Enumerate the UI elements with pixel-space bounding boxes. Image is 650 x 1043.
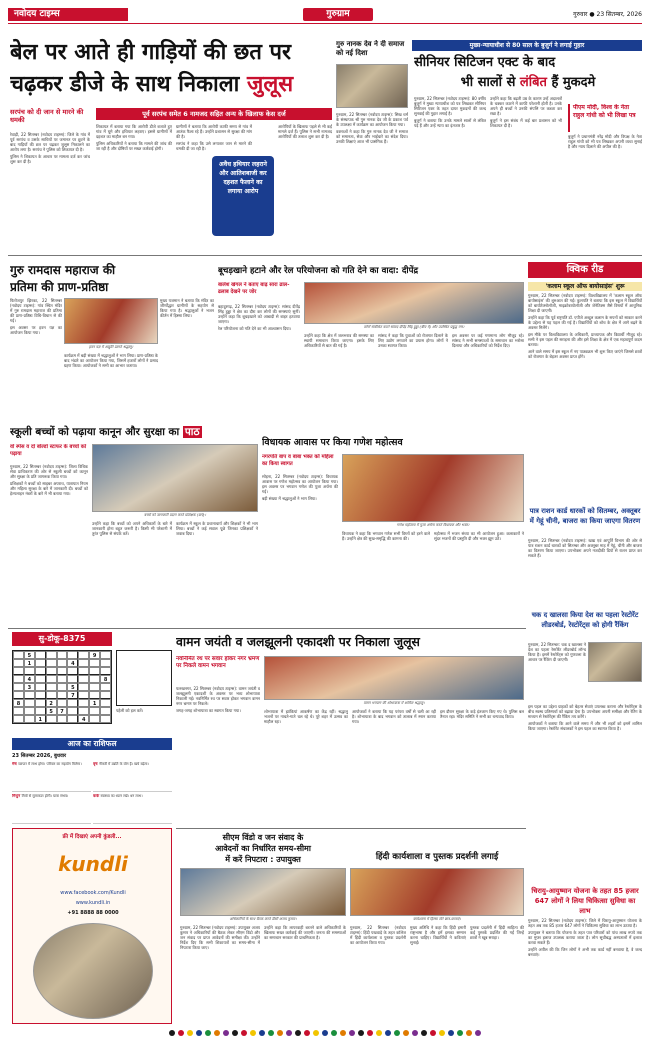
footer-dot <box>205 1030 211 1036</box>
butcher-body-mid: उन्होंने कहा कि क्षेत्र में जलभराव की समस्या का स्थायी समाधान किया जाएगा। इसके लिए अधिकारियों से बात की गई है। <box>304 333 374 348</box>
rashi-entry <box>93 794 172 824</box>
sudoku-cell[interactable] <box>13 683 24 691</box>
sudoku-cell[interactable] <box>13 691 24 699</box>
guru-nanak-body: गुरुग्राम, 22 सितम्बर (नवोदय टाइम्स): सिख धर्म के संस्थापक श्री गुरु नानक देव जी के प्रकाश पर्व के उपलक्ष्य में कार्यक्रम का आयोजन किया गया। वक्ताओं ने कहा कि गुरु नानक देव जी ने समाज को समानता, सेवा और भाईचारे का संदेश दिया। उनकी शिक्षाएं आज भी प्रासंगिक हैं। <box>336 112 408 144</box>
sudoku-cell[interactable] <box>89 683 100 691</box>
sudoku-cell[interactable] <box>67 667 78 675</box>
sudoku-cell[interactable] <box>57 715 68 723</box>
footer-dot <box>403 1030 409 1036</box>
sudoku-cell[interactable] <box>35 675 46 683</box>
sudoku-cell[interactable] <box>57 659 68 667</box>
sudoku-cell[interactable] <box>46 683 57 691</box>
lead-body-col1: रेवाड़ी, 22 सितम्बर (नवोदय टाइम्स): जिले के गांव में पूर्व सरपंच व उसके साथियों पर जमानत पर छूटने के बाद गाड़ियों की छत पर चढ़कर जुलूस निकालने का आरोप लगा है। सरपंच ने पुलिस को शिकायत दी है। पुलिस ने शिकायत के आधार पर मामला दर्ज कर जांच शुरू कर दी है। <box>10 132 90 164</box>
senior-headline-line2 <box>414 74 642 92</box>
sudoku-cell[interactable] <box>89 691 100 699</box>
footer-dot <box>214 1030 220 1036</box>
cm-window-caption: अधिकारियों के साथ बैठक करते डीसी अजय कुमार। <box>229 917 297 921</box>
lead-headline-highlight: जुलूस <box>247 72 294 97</box>
quick-read-item-1-body: गुरुग्राम, 22 सितम्बर (नवोदय टाइम्स): विश्वविद्यालय में 'कलाम स्कूल ऑफ बायोसाइंस' की शुरुआत की गई। कुलपति ने बताया कि इस स्कूल में विद्यार्थियों को बायोटेक्नोलॉजी, माइक्रोबायोलॉजी और जेनेटिक्स जैसे विषयों में आधुनिक शिक्षा दी जाएगी। उन्होंने कहा कि पूर्व राष्ट्रपति डॉ. एपीजे अब्दुल कलाम के सपनों को साकार करने के उद्देश्य से यह पहल की गई है। विद्यार्थियों को शोध के क्षेत्र में आगे बढ़ने के अवसर मिलेंगे। इस मौके पर विश्वविद्यालय के अधिकारी, प्राध्यापक और विद्यार्थी मौजूद रहे। सभी ने इस पहल की सराहना की और इसे शिक्षा के क्षेत्र में एक महत्वपूर्ण कदम बताया। आने वाले समय में इस स्कूल में नए पाठ्यक्रम भी शुरू किए जाएंगे जिससे छात्रों को रोजगार के बेहतर अवसर प्राप्त होंगे। <box>528 293 642 359</box>
footer-dot <box>169 1030 175 1036</box>
vaman-body-right: आयोजकों ने बताया कि यह परंपरा वर्षों से चली आ रही है। शोभायात्रा के बाद भगवान को तालाब में स्नान कराया गया। <box>352 709 436 724</box>
sudoku-cell[interactable] <box>24 715 35 723</box>
quick-read-item-4-body: गुरुग्राम, 22 सितम्बर (नवोदय टाइम्स): जिले में चिरायु-आयुष्मान योजना के तहत अब तक 85 हजार 647 लोगों ने चिकित्सा सुविधा का लाभ उठाया है। उपायुक्त ने बताया कि योजना के तहत पात्र परिवारों को पांच लाख रुपये तक का मुफ्त इलाज उपलब्ध कराया जाता है। लोग सूचीबद्ध अस्पतालों में इलाज करवा सकते हैं। उन्होंने अपील की कि जिन लोगों ने अभी तक कार्ड नहीं बनवाया है, वे जल्द बनवाएं। <box>528 918 642 957</box>
sudoku-cell[interactable]: 1 <box>24 659 35 667</box>
sudoku-cell[interactable] <box>78 659 89 667</box>
footer-dot <box>466 1030 472 1036</box>
hindi-body-left: गुरुग्राम, 22 सितम्बर (नवोदय टाइम्स): हिंदी पखवाड़े के तहत कॉलेज में हिंदी कार्यशाला व पुस्तक प्रदर्शनी का आयोजन किया गया। <box>350 925 406 945</box>
sudoku-cell[interactable] <box>35 707 46 715</box>
sudoku-cell[interactable] <box>35 691 46 699</box>
footer-dot <box>331 1030 337 1036</box>
rashi-entry <box>93 762 172 792</box>
hindi-photo <box>350 868 524 916</box>
rashi-text: व्यापार में लाभ होगा। परिवार का सहयोग मिलेगा। <box>18 762 82 766</box>
quick-read-item-3-photo <box>588 642 642 682</box>
guru-nanak-headline: गुरु नानक देव ने दी समाज को नई दिशा <box>336 40 405 57</box>
hindi-body-right: पुस्तक प्रदर्शनी में हिंदी साहित्य की कई पुस्तकें प्रदर्शित की गईं जिन्हें छात्रों ने खूब सराहा। <box>470 925 524 940</box>
vidhayak-photo <box>342 454 524 522</box>
sudoku-grid[interactable] <box>12 650 112 724</box>
sudoku-cell[interactable] <box>46 667 57 675</box>
vidhayak-body-left: सोहना, 22 सितम्बर (नवोदय टाइम्स): विधायक आवास पर गणेश महोत्सव का आयोजन किया गया। इस अवसर पर भगवान गणेश की पूजा अर्चना की गई। बड़ी संख्या में श्रद्धालुओं ने भाग लिया। <box>262 474 338 501</box>
vaman-body-mid: शोभायात्रा में झांकियां आकर्षण का केंद्र रहीं। श्रद्धालु भजनों पर नाचते-गाते चल रहे थे। पूरे शहर में उत्सव का माहौल रहा। <box>264 709 348 724</box>
quick-read-item-4-headline: चिरायु-आयुष्मान योजना के तहत 85 हजार 647 लोगों ने लिया चिकित्सा सुविधा का लाभ <box>531 887 639 915</box>
vidhayak-caption: गणेश महोत्सव में पूजा अर्चना करते विधायक और भक्त। <box>396 523 470 527</box>
divider <box>176 828 526 829</box>
sudoku-cell[interactable] <box>100 691 111 699</box>
ramdas-body-extra: मुख्य यजमान ने बताया कि मंदिर का जीर्णोद्धार ग्रामीणों के सहयोग से किया गया है। श्रद्धालुओं ने भजन कीर्तन में हिस्सा लिया। <box>160 298 214 318</box>
sudoku-cell[interactable] <box>78 667 89 675</box>
rashifal-grid <box>12 762 172 824</box>
ramdas-photo <box>64 298 158 344</box>
lead-body-col3: ग्रामीणों ने बताया कि आरोपी काफी समय से गांव में आतंक फैला रहे हैं। उन्होंने प्रशासन से सुरक्षा की मांग की है। सरपंच ने कहा कि उसे लगातार जान से मारने की धमकी दी जा रही है। <box>176 124 252 151</box>
rashi-name: वृष <box>93 762 99 766</box>
footer-dot <box>313 1030 319 1036</box>
vidhayak-sidehead: नगरपति बाप व बाबा भक्त को महिला का किया स्वागत <box>262 454 334 467</box>
sudoku-cell[interactable] <box>24 699 35 707</box>
sudoku-cell[interactable] <box>89 667 100 675</box>
school-caption: बच्चों को जानकारी प्रदान करते प्रशिक्षक (बाएं)। <box>144 513 206 517</box>
section-name: गुरुग्राम <box>303 8 373 21</box>
ad-zodiac-art <box>33 923 153 1019</box>
ramdas-body-left: फिरोजपुर झिरका, 22 सितम्बर (नवोदय टाइम्स): गांव स्थित मंदिर में गुरु रामदास महाराज की प्रतिमा की प्राण-प्रतिष्ठा विधि-विधान से की गई। इस अवसर पर हवन यज्ञ का आयोजन किया गया। <box>10 298 62 335</box>
quick-read-item-3-body: गुरुग्राम, 22 सितम्बर: चक द खालसा ने देश का पहला रेस्टोरेंट लीडरबोर्ड लॉन्च किया है। इसमें रेस्टोरेंट्स को गुणवत्ता के आधार पर रैंकिंग दी जाएगी। <box>528 642 586 662</box>
footer-dot <box>448 1030 454 1036</box>
sudoku-cell[interactable] <box>13 675 24 683</box>
sudoku-cell[interactable]: 1 <box>89 699 100 707</box>
lead-kicker: सरपंच को दी जान से मारने की धमकी <box>10 108 84 124</box>
senior-headline-highlight: लंबित <box>519 75 547 90</box>
footer-dot <box>304 1030 310 1036</box>
footer-dot <box>421 1030 427 1036</box>
issue-date: गुरुवार ● 23 सितम्बर, 2026 <box>573 11 642 18</box>
sudoku-cell[interactable] <box>35 699 46 707</box>
ramdas-caption: हवन यज्ञ में आहुति डालते श्रद्धालु। <box>88 345 134 349</box>
butcher-caption: लोगों संबोधित करते सांसद दीपेंद्र सिंह हुड्डा (बीच में) और उपस्थित प्रबुद्ध गण। <box>363 325 465 329</box>
rashi-name: मिथुन <box>12 794 22 798</box>
footer-dot <box>250 1030 256 1036</box>
senior-sidebar-body: बुजुर्ग ने प्रधानमंत्री नरेंद्र मोदी और विपक्ष के नेता राहुल गांधी को भी पत्र लिखकर अपनी व्यथा सुनाई है और न्याय दिलाने की अपील की है। <box>568 134 642 149</box>
senior-body-col1: गुरुग्राम, 22 सितम्बर (नवोदय टाइम्स): 80 वर्षीय बुजुर्ग ने मुख्य न्यायाधीश को पत्र लिखकर सीनियर सिटिजन एक्ट के तहत दायर मुकदमों की जल्द सुनवाई की गुहार लगाई है। बुजुर्ग ने बताया कि उनके मामले सालों से लंबित पड़े हैं और उन्हें न्याय का इंतजार है। <box>414 96 486 128</box>
sudoku-cell[interactable] <box>57 667 68 675</box>
senior-headline-line2b: हैं मुकदमे <box>551 75 596 90</box>
cm-window-photo <box>180 868 346 916</box>
ramdas-headline-line2: प्रतिमा की प्राण-प्रतिष्ठा <box>10 280 109 294</box>
footer-dot <box>295 1030 301 1036</box>
cm-window-headline-line1: सीएम विंडो व जन संवाद के <box>222 833 304 842</box>
sudoku-instructions: पहेली को हल करें। <box>116 708 144 713</box>
rashi-entry <box>12 794 91 824</box>
sudoku-cell[interactable] <box>67 675 78 683</box>
hindi-caption: कार्यशाला में हिस्सा लेते छात्र-छात्राएं। <box>413 917 461 921</box>
sudoku-cell[interactable]: 7 <box>67 691 78 699</box>
sudoku-cell[interactable] <box>57 651 68 659</box>
sudoku-cell[interactable]: 9 <box>89 651 100 659</box>
rashi-entry <box>12 762 91 792</box>
sudoku-cell[interactable]: 3 <box>24 683 35 691</box>
footer-dot <box>277 1030 283 1036</box>
sudoku-cell[interactable] <box>100 699 111 707</box>
sudoku-cell[interactable] <box>100 715 111 723</box>
ad-url-2[interactable]: www.kundli.in <box>75 900 111 906</box>
lead-body-col2: शिकायत में बताया गया कि आरोपी डीजे बजाते हुए गांव में घूमे और हथियार लहराए। इससे ग्रामीणों में दहशत का माहौल बन गया। पुलिस अधिकारियों ने बताया कि मामले की जांच की जा रही है और दोषियों पर सख्त कार्रवाई होगी। <box>96 124 172 151</box>
sudoku-cell[interactable] <box>78 699 89 707</box>
vaman-headline: वामन जयंती व जलझूलनी एकादशी पर निकाला जुलूस <box>176 634 420 649</box>
senior-headline-line1: सीनियर सिटिजन एक्ट के बाद <box>414 55 556 70</box>
sudoku-cell[interactable] <box>46 659 57 667</box>
sudoku-cell[interactable] <box>35 683 46 691</box>
footer-dot <box>412 1030 418 1036</box>
ad-tagline: फ्री में दिखाएं अपनी कुंडली... <box>62 834 122 840</box>
sudoku-cell[interactable] <box>13 651 24 659</box>
rashi-text: मित्रों से मुलाकात होगी। यात्रा संभव। <box>21 794 69 798</box>
quick-read-item-3-body-2: इस पहल का उद्देश्य ग्राहकों को बेहतर सेवाएं उपलब्ध कराना और रेस्टोरेंट्स के बीच स्वस्थ प्रतिस्पर्धा को बढ़ावा देना है। उपभोक्ता अपनी समीक्षा और रेटिंग के माध्यम से रेस्टोरेंट्स की रैंकिंग तय करेंगे। आयोजकों ने बताया कि आने वाले समय में और भी शहरों को इसमें शामिल किया जाएगा। रेस्टोरेंट संचालकों ने इस पहल का स्वागत किया है। <box>528 704 642 731</box>
vaman-body-far: इस दौरान सुरक्षा के कड़े इंतजाम किए गए थे। पुलिस बल तैनात रहा। मंदिर समिति ने सभी का धन्यवाद किया। <box>440 709 524 719</box>
quick-read-item-2-body: गुरुग्राम, 22 सितम्बर (नवोदय टाइम्स): खाद्य एवं आपूर्ति विभाग की ओर से पात्र राशन कार्ड धारकों को सितम्बर और अक्तूबर माह में गेहूं, चीनी और बाजरा का वितरण किया जाएगा। उपभोक्ता अपने नजदीकी डिपो से राशन प्राप्त कर सकते हैं। <box>528 538 642 558</box>
sudoku-cell[interactable] <box>78 651 89 659</box>
sudoku-cell[interactable] <box>57 675 68 683</box>
rashi-name: कर्क <box>93 794 101 798</box>
sudoku-cell[interactable] <box>78 683 89 691</box>
senior-sidebar-head: पीएम मोदी, विश्व के नेता राहुल गांधी को भी लिखा पत्र <box>568 104 642 132</box>
footer-dot <box>376 1030 382 1036</box>
butcher-photo <box>304 282 524 324</box>
vaman-sidehead: नवनिर्मित रथ पर सवार होकर नगर भ्रमण पर निकले वामन भगवान <box>176 656 260 669</box>
sudoku-cell[interactable]: 8 <box>13 699 24 707</box>
rashi-text: स्वास्थ्य का ध्यान रखें। धन लाभ। <box>100 794 143 798</box>
sudoku-cell[interactable] <box>67 699 78 707</box>
cm-window-body-left: गुरुग्राम, 22 सितम्बर (नवोदय टाइम्स): उपायुक्त अजय कुमार ने अधिकारियों की बैठक लेकर सीएम विंडो और जन संवाद पर प्राप्त आवेदनों की समीक्षा की। उन्होंने निर्देश दिए कि सभी शिकायतों का समय-सीमा में निपटारा किया जाए। <box>180 925 260 950</box>
sudoku-cell[interactable] <box>24 707 35 715</box>
hindi-body-mid: मुख्य अतिथि ने कहा कि हिंदी हमारी राष्ट्रभाषा है और हमें इसका सम्मान करना चाहिए। विद्यार्थियों ने कविताएं सुनाईं। <box>410 925 466 945</box>
school-body-right: कार्यक्रम में स्कूल के प्रधानाचार्य और शिक्षकों ने भी भाग लिया। बच्चों ने कई सवाल पूछे जिनका प्रशिक्षकों ने जवाब दिया। <box>176 521 258 536</box>
cm-window-headline-line2: आवेदनों का निर्धारित समय-सीमा <box>215 844 311 853</box>
footer-dot <box>457 1030 463 1036</box>
sudoku-cell[interactable] <box>100 667 111 675</box>
school-photo <box>92 444 258 512</box>
sudoku-cell[interactable] <box>13 707 24 715</box>
rashi-text: नौकरी में उन्नति के योग हैं। खर्च बढ़ेगा। <box>98 762 149 766</box>
sudoku-cell[interactable] <box>35 667 46 675</box>
sudoku-cell[interactable] <box>78 675 89 683</box>
footer-dot <box>394 1030 400 1036</box>
butcher-headline: बूचड़खाने हटाने और रेल परियोजना को गति देने का वादा: दीपेंद्र <box>218 266 419 276</box>
lead-headline-line2 <box>10 70 330 100</box>
sudoku-cell[interactable]: 5 <box>46 707 57 715</box>
ramdas-headline-line1: गुरु रामदास महाराज की <box>10 263 116 277</box>
sudoku-cell[interactable] <box>46 651 57 659</box>
footer-dot <box>475 1030 481 1036</box>
footer-dot <box>430 1030 436 1036</box>
lead-headline-line2-text: चढ़कर डीजे के साथ निकाला <box>10 72 240 97</box>
sudoku-cell[interactable] <box>13 667 24 675</box>
footer-dot <box>187 1030 193 1036</box>
sudoku-cell[interactable] <box>24 667 35 675</box>
sudoku-cell[interactable] <box>67 715 78 723</box>
footer-dot <box>385 1030 391 1036</box>
ad-url-1[interactable]: www.facebook.com/Kundli <box>60 890 126 896</box>
divider <box>8 628 526 629</box>
school-headline-text: स्कूली बच्चों को पढ़ाया कानून और सुरक्षा का <box>10 426 180 438</box>
sudoku-cell[interactable]: 2 <box>46 699 57 707</box>
sudoku-cell[interactable]: 8 <box>100 675 111 683</box>
sudoku-cell[interactable] <box>46 675 57 683</box>
sudoku-cell[interactable] <box>46 715 57 723</box>
lead-subhead: पूर्व सरपंच समेत 6 नामजद सहित अन्य के खिलाफ केस दर्ज <box>96 108 332 120</box>
sudoku-cell[interactable] <box>57 683 68 691</box>
sudoku-cell[interactable] <box>46 691 57 699</box>
lead-quote-box <box>212 156 274 236</box>
butcher-body-right: इस अवसर पर कई गणमान्य लोग मौजूद रहे। सांसद ने सभी समस्याओं के समाधान का भरोसा दिलाया और अधिकारियों को निर्देश दिए। <box>452 333 524 348</box>
sudoku-cell[interactable]: 4 <box>24 675 35 683</box>
senior-body-col2: उन्होंने कहा कि बढ़ती उम्र के कारण उन्हें अदालतों के चक्कर काटने में काफी परेशानी होती है। उनके अपने ही बच्चों ने उनकी संपत्ति पर कब्जा कर रखा है। बुजुर्ग ने इस संबंध में कई बार प्रशासन को भी शिकायत दी है। <box>490 96 562 128</box>
hindi-headline: हिंदी कार्यशाला व पुस्तक प्रदर्शनी लगाई <box>375 852 499 862</box>
footer-dot <box>439 1030 445 1036</box>
sudoku-cell[interactable] <box>13 659 24 667</box>
lead-body-col4: आरोपियों के खिलाफ पहले से भी कई मामले दर्ज हैं। पुलिस ने सभी नामजद आरोपियों की तलाश शुरू कर दी है। <box>278 124 332 139</box>
paper-name: नवोदय टाइम्स <box>8 8 128 21</box>
butcher-sidehead: बालेश खंगल ने बताए बाढ़ सारा ढाल-ढलाब देखने पर जोर <box>218 282 290 295</box>
sudoku-solution-grid <box>116 650 172 706</box>
butcher-body-mid2: सांसद ने कहा कि युवाओं को रोजगार दिलाने के लिए उद्योग लगवाने का प्रयास होगा। लोगों ने उनका स्वागत किया। <box>378 333 448 348</box>
quick-read-item-1-headline: 'कलाम स्कूल ऑफ बायोसाइंस' शुरू <box>528 282 642 291</box>
sudoku-cell[interactable]: 7 <box>57 707 68 715</box>
vidhayak-headline: विधायक आवास पर किया गणेश महोत्सव <box>262 437 403 448</box>
cm-window-headline-line3: में करें निपटारा : उपायुक्त <box>225 855 301 864</box>
footer-dot <box>286 1030 292 1036</box>
vaman-body-left: फरुखनगर, 22 सितम्बर (नवोदय टाइम्स): वामन जयंती व जलझूलनी एकादशी के अवसर पर भव्य शोभायात्रा निकाली गई। नवनिर्मित रथ पर सवार होकर भगवान वामन नगर भ्रमण पर निकले। जगह-जगह शोभायात्रा का स्वागत किया गया। <box>176 686 260 713</box>
rashifal-date: 23 सितम्बर 2026, बुधवार <box>12 753 67 759</box>
sudoku-cell[interactable] <box>13 715 24 723</box>
rashi-name: मेष <box>12 762 19 766</box>
sudoku-cell[interactable] <box>89 715 100 723</box>
vidhayak-body-right: महोत्सव में भजन संध्या का भी आयोजन हुआ। कलाकारों ने सुंदर भजनों की प्रस्तुति दी और भक्त झूम उठे। <box>434 531 524 541</box>
sudoku-cell[interactable] <box>67 707 78 715</box>
senior-kicker: मुख्य-न्यायाधीश से 80 साल के बुजुर्ग ने लगाई गुहार <box>412 40 642 51</box>
masthead <box>8 6 642 24</box>
school-body-mid: उन्होंने कहा कि बच्चों को अपने अधिकारों के बारे में जानकारी होना बहुत जरूरी है। किसी भी परेशानी में तुरंत पुलिस से संपर्क करें। <box>92 521 172 536</box>
sudoku-cell[interactable]: 4 <box>67 659 78 667</box>
sudoku-cell[interactable] <box>89 707 100 715</box>
sudoku-cell[interactable] <box>78 707 89 715</box>
sudoku-cell[interactable]: 5 <box>67 683 78 691</box>
footer-dot <box>367 1030 373 1036</box>
sudoku-cell[interactable] <box>35 651 46 659</box>
senior-headline-line2a: भी सालों से <box>460 75 516 90</box>
sudoku-cell[interactable]: 1 <box>35 715 46 723</box>
sudoku-cell[interactable]: 5 <box>24 651 35 659</box>
footer-dot <box>268 1030 274 1036</box>
sudoku-cell[interactable] <box>100 651 111 659</box>
vaman-caption: वामन भगवान की शोभायात्रा में शामिल श्रद्धालु। <box>363 701 425 705</box>
footer-dot <box>196 1030 202 1036</box>
quick-read-item-3-headline: चक द खालसा किया देश का पहला रेस्टोरेंट लीडरबोर्ड, रेस्टोरेंट्स को होगी रैंकिंग <box>531 611 639 629</box>
sudoku-cell[interactable] <box>100 683 111 691</box>
school-headline <box>10 424 258 440</box>
sudoku-cell[interactable] <box>100 707 111 715</box>
lead-headline-line1: बेल पर आते ही गाड़ियों की छत पर <box>10 40 292 65</box>
footer-dot <box>223 1030 229 1036</box>
cm-window-body-right: उन्होंने कहा कि लापरवाही बरतने वाले अधिकारियों के खिलाफ सख्त कार्रवाई की जाएगी। जनता की समस्याओं का समाधान सरकार की प्राथमिकता है। <box>264 925 346 940</box>
lead-quote: अवैध हथियार लहराने और आतिशबाजी कर दहशत फैलाने का लगाया आरोप <box>219 161 267 195</box>
sudoku-cell[interactable] <box>35 659 46 667</box>
quick-read-banner: क्विक रीड <box>528 262 642 278</box>
kundli-ad[interactable] <box>12 828 172 1024</box>
sudoku-title: सु-डोकू-8375 <box>12 632 112 646</box>
school-sidehead: वो स्पेस व दो बोल्डो स्टाफर के बच्चों को पढ़ाया <box>10 444 87 457</box>
sudoku-cell[interactable] <box>67 651 78 659</box>
footer-dot <box>322 1030 328 1036</box>
sudoku-cell[interactable]: 4 <box>78 715 89 723</box>
footer-dot <box>232 1030 238 1036</box>
vaman-photo <box>264 656 524 700</box>
sudoku-cell[interactable] <box>89 675 100 683</box>
footer-dot <box>259 1030 265 1036</box>
divider <box>8 255 642 256</box>
footer-dot <box>241 1030 247 1036</box>
footer-dot <box>178 1030 184 1036</box>
sudoku-cell[interactable] <box>78 691 89 699</box>
ad-phone[interactable]: +91 8888 88 0000 <box>67 910 119 916</box>
sudoku-cell[interactable] <box>57 699 68 707</box>
sudoku-cell[interactable] <box>89 659 100 667</box>
school-headline-highlight: पाठ <box>184 426 200 438</box>
sudoku-cell[interactable] <box>24 691 35 699</box>
vidhayak-body-mid: विधायक ने कहा कि भगवान गणेश सभी विघ्नों को हरने वाले हैं। उन्होंने क्षेत्र की सुख-समृद्धि की कामना की। <box>342 531 430 541</box>
footer-dot <box>358 1030 364 1036</box>
rashifal-title: आज का राशिफल <box>12 738 172 750</box>
guru-nanak-photo <box>336 64 408 108</box>
butcher-body-left: बहादुरगढ़, 22 सितम्बर (नवोदय टाइम्स): सांसद दीपेंद्र सिंह हुड्डा ने क्षेत्र का दौरा कर लोगों की समस्याएं सुनीं। उन्होंने कहा कि बूचड़खाने को आबादी से बाहर हटवाया जाएगा। रेल परियोजना को गति देने का भी आश्वासन दिया। <box>218 304 300 331</box>
ramdas-body-right: कार्यक्रम में बड़ी संख्या में श्रद्धालुओं ने भाग लिया। प्राण-प्रतिष्ठा के बाद भंडारे का आयोजन किया गया, जिसमें हजारों लोगों ने प्रसाद ग्रहण किया। आयोजकों ने सभी का आभार जताया। <box>64 353 158 368</box>
sudoku-cell[interactable] <box>100 659 111 667</box>
footer-dot <box>340 1030 346 1036</box>
footer-dot <box>349 1030 355 1036</box>
sudoku-cell[interactable] <box>57 691 68 699</box>
school-body-left: गुरुग्राम, 22 सितम्बर (नवोदय टाइम्स): जिला विधिक सेवा प्राधिकरण की ओर से स्कूली बच्चों को कानून और सुरक्षा के प्रति जागरूक किया गया। प्रशिक्षकों ने बच्चों को साइबर अपराध, यातायात नियम और महिला सुरक्षा के बारे में जानकारी दी। बच्चों को हेल्पलाइन नंबरों के बारे में भी बताया गया। <box>10 464 88 496</box>
footer-color-strip <box>8 1030 642 1038</box>
ad-brand-logo: kundli <box>58 852 128 876</box>
quick-read-item-2-headline: पात्र राशन कार्ड धारकों को सितम्बर, अक्तूबर में गेहूं चीनी, बाजरा का किया जाएगा वितरण <box>529 507 641 525</box>
